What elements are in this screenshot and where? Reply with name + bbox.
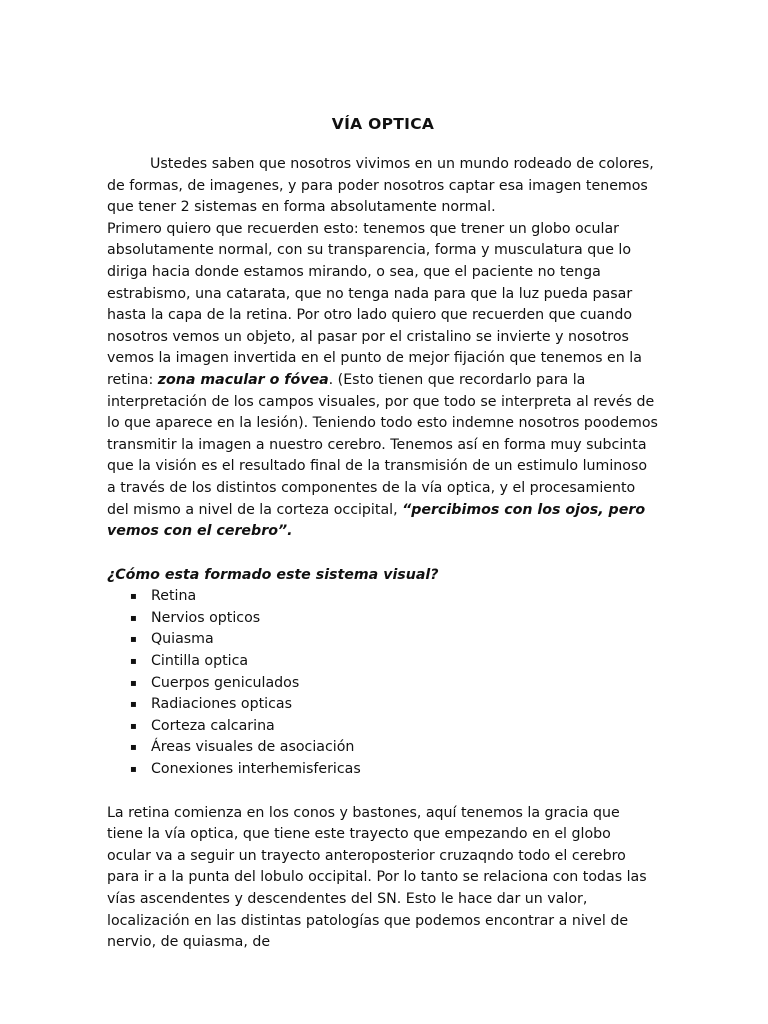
- emphasis-zona-macular: zona macular o fóvea: [157, 371, 329, 388]
- list-item-label: Áreas visuales de asociación: [151, 739, 355, 756]
- list-item-label: Quiasma: [151, 631, 214, 648]
- list-item-label: Cintilla optica: [151, 653, 249, 670]
- bullet-icon: ▪: [130, 764, 137, 776]
- bullet-icon: ▪: [130, 634, 137, 646]
- list-item: [107, 694, 659, 716]
- emphasis-quote: “percibimos con los ojos, pero vemos con el cerebro”.: [107, 501, 646, 540]
- body-text-b: . (Esto tienen que recordarlo para la interpretación de los campos visuales, por que todo se interpreta al revés de lo que aparece en la lesión). Teniendo todo esto indemne nosotros poodemos transmitir la imagen a nuestro cerebro. Tenemos así en forma muy subcinta que la visión es el resultado final de la transmisión de un estimulo luminoso a través de los distintos componentes de la vía optica, y el procesamiento del mismo a nivel de la corteza occipital,: [107, 371, 658, 518]
- list-item: [107, 629, 659, 651]
- list-item: [107, 673, 659, 695]
- bullet-icon: ▪: [130, 720, 137, 732]
- bullet-icon: ▪: [130, 656, 137, 668]
- body-text-a: Primero quiero que recuerden esto: tenemos que trener un globo ocular absolutamente normal, con su transparencia, forma y musculatura que lo diriga hacia donde estamos mirando, o sea, que el paciente no tenga estrabismo, una catarata, que no tenga nada para que la luz pueda pasar hasta la capa de la retina. Por otro lado quiero que recuerden que cuando nosotros vemos un objeto, al pasar por el cristalino se invierte y nosotros vemos la imagen invertida en el punto de mejor fijación que tenemos en la retina:: [107, 220, 642, 388]
- list-item: [107, 608, 659, 630]
- page-title: VÍA OPTICA: [331, 115, 435, 133]
- document-page: [107, 106, 659, 954]
- list-item-label: Corteza calcarina: [151, 717, 275, 734]
- list-item: [107, 651, 659, 673]
- retina-paragraph: La retina comienza en los conos y bastones, aquí tenemos la gracia que tiene la vía optica, que tiene este trayecto que empezando en el globo ocular va a seguir un trayecto anteroposterior cruzaqndo todo el cerebro para ir a la punta del lobulo occipital. Por lo tanto se relaciona con todas las vías ascendentes y descendentes del SN. Esto le hace dar un valor, localización en las distintas patologías que podemos encontrar a nivel de nervio, de quiasma, de: [107, 804, 647, 951]
- list-item-label: Retina: [151, 588, 197, 605]
- intro-paragraph: Ustedes saben que nosotros vivimos en un mundo rodeado de colores, de formas, de imagenes, y para poder nosotros captar esa imagen tenemos que tener 2 sistemas en forma absolutamente normal.: [107, 156, 654, 216]
- bullet-icon: ▪: [130, 591, 137, 603]
- list-item-label: Cuerpos geniculados: [151, 674, 300, 691]
- bullet-icon: ▪: [130, 677, 137, 689]
- list-item: [107, 716, 659, 738]
- list-item-label: Nervios opticos: [151, 609, 261, 626]
- list-item-label: Conexiones interhemisfericas: [151, 761, 361, 778]
- bullet-icon: ▪: [130, 742, 137, 754]
- section-question: ¿Cómo esta formado este sistema visual?: [107, 566, 439, 583]
- list-item: [107, 586, 659, 608]
- list-item: [107, 737, 659, 759]
- body-paragraph: [107, 219, 659, 543]
- bullet-icon: ▪: [130, 612, 137, 624]
- list-item-label: Radiaciones opticas: [151, 696, 293, 713]
- components-list: [107, 586, 659, 780]
- list-item: [107, 759, 659, 781]
- bullet-icon: ▪: [130, 699, 137, 711]
